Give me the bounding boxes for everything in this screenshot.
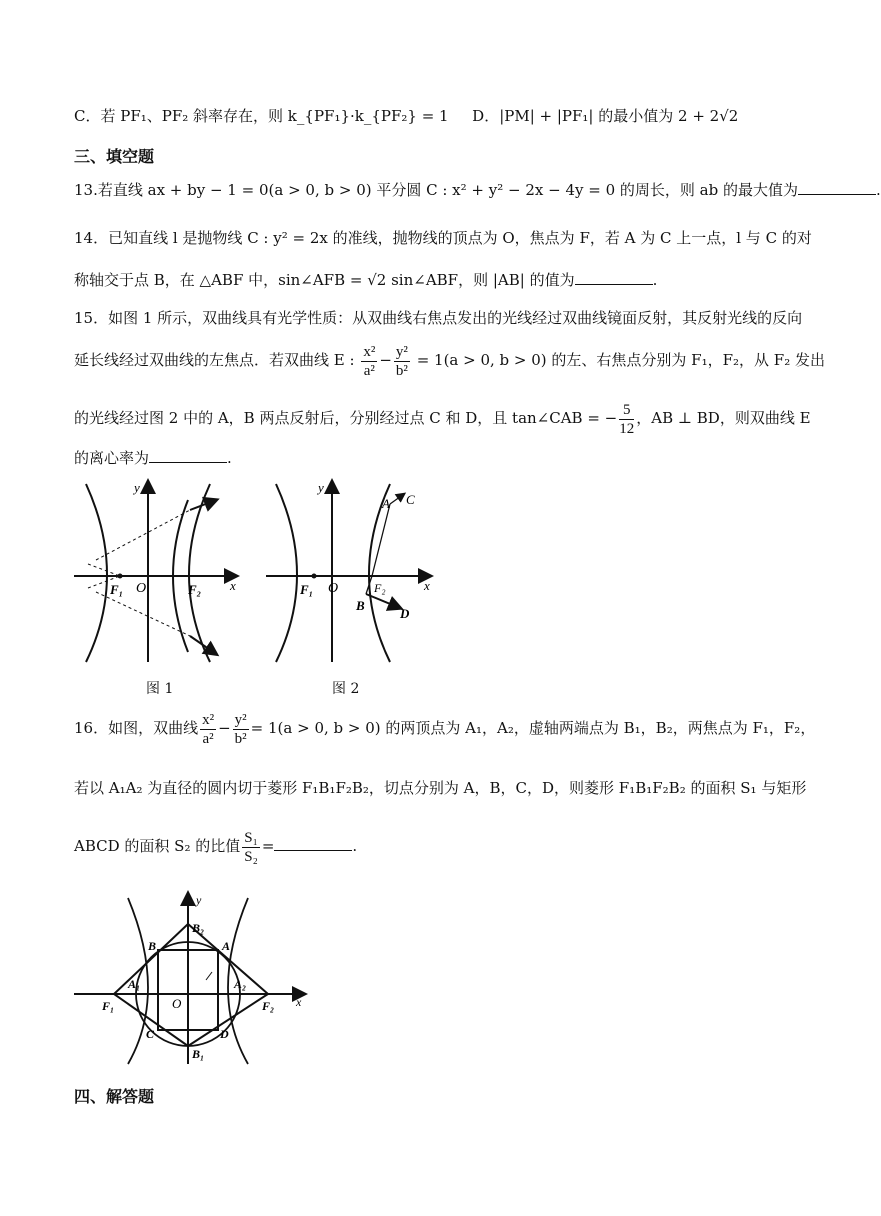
question-16-line-3a: ABCD 的面积 S₂ 的比值 [74,837,241,855]
svg-text:x: x [296,995,302,1009]
question-13: 13.若直线 ax + by − 1 = 0(a > 0, b > 0) 平分圆 C : x² + y² − 2x − 4y = 0 的周长，则 ab 的最大值为 . [74,181,881,199]
svg-text:A: A [382,496,390,511]
svg-text:C: C [406,492,415,507]
question-14-text: 称轴交于点 B，在 △ABF 中，sin∠AFB = √2 sin∠ABF，则 |AB| 的值为 [74,271,575,289]
svg-text:O: O [172,996,182,1011]
svg-text:D: D [220,1027,229,1041]
svg-text:F₂: F₂ [262,999,275,1013]
hyperbola-y-fraction: $\frac{\text{y²}}{\text{b²}}$ [395,343,408,379]
figure-2-caption: 图 2 [332,681,360,697]
question-15-line-4: 的离心率为 . [74,449,232,467]
question-15-line-4-text: 的离心率为 [74,449,150,467]
svg-text:y: y [196,893,202,907]
question-14-line-1: 14．已知直线 l 是抛物线 C : y² = 2x 的准线，抛物线的顶点为 O，焦点为 F，若 A 为 C 上一点，l 与 C 的对 [74,229,812,247]
tan-fraction: $\frac{5}{12}$ [619,401,635,437]
question-16-line-1b: = 1(a > 0, b > 0) 的两顶点为 A₁，A₂，虚轴两端点为 B₁，B₂，两焦点为 F₁，F₂， [250,719,816,737]
question-16-line-3: ABCD 的面积 S₂ 的比值 $\frac{\text{S₁}}{\text{S₂}}$ = . [74,829,358,865]
svg-text:A: A [222,939,231,953]
hyperbola-x-fraction: $\frac{\text{x²}}{\text{a²}}$ [363,343,376,379]
question-16-line-1: 16．如图，双曲线 $\frac{\text{x²}}{\text{a²}}$ − $\frac{\text{y²}}{\text{b²}}$ = 1(a > 0, b > 0) 的两顶点为 A₁，A₂，虚轴两端点为 B₁，B₂，两焦点为 F₁，F₂， [74,711,816,747]
question-14-line-2: 称轴交于点 B，在 △ABF 中，sin∠AFB = √2 sin∠ABF，则 |AB| 的值为 . [74,271,658,289]
question-16-equals: = [261,837,275,855]
svg-text:y: y [134,480,140,495]
svg-text:C: C [146,1027,155,1041]
figure-2 [262,476,442,666]
question-15-line-3b: ，AB ⊥ BD，则双曲线 E [636,409,811,427]
svg-text:B: B [356,598,365,613]
question-16-line-2: 若以 A₁A₂ 为直径的圆内切于菱形 F₁B₁F₂B₂，切点分别为 A，B，C，D，则菱形 F₁B₁F₂B₂ 的面积 S₁ 与矩形 [74,779,807,797]
figure-3 [72,888,308,1066]
answer-blank-15[interactable] [149,448,227,463]
option-c: C．若 PF₁、PF₂ 斜率存在，则 k_{PF₁}·k_{PF₂} = 1 [74,107,449,125]
svg-text:A₂: A₂ [234,977,247,991]
q16-x-fraction: $\frac{\text{x²}}{\text{a²}}$ [202,711,215,747]
question-16-line-1a: 16．如图，双曲线 [74,719,199,737]
svg-text:F₂: F₂ [188,582,202,597]
figure-1 [68,476,248,666]
answer-blank-16[interactable] [274,836,352,851]
question-15-line-2a: 延长线经过双曲线的左焦点．若双曲线 E : [74,351,355,369]
svg-text:F₁: F₁ [300,582,314,597]
answer-blank-14[interactable] [575,270,653,285]
svg-text:B₂: B₂ [192,921,205,935]
svg-text:y: y [318,480,324,495]
svg-text:x: x [424,578,430,593]
section-fill-in-heading: 三、填空题 [74,147,155,166]
svg-text:F₁: F₁ [102,999,115,1013]
svg-text:A₁: A₁ [128,977,141,991]
svg-text:D: D [400,606,410,621]
answer-blank-13[interactable] [798,180,876,195]
question-15-line-2: 延长线经过双曲线的左焦点．若双曲线 E : $\frac{\text{x²}}{\text{a²}}$ − $\frac{\text{y²}}{\text{b²}}$ = 1(a > 0, b > 0) 的左、右焦点分别为 F₁，F₂，从 F₂ 发出 [74,343,825,379]
svg-text:O: O [328,581,339,596]
question-15-line-1: 15．如图 1 所示，双曲线具有光学性质：从双曲线右焦点发出的光线经过双曲线镜面反射，其反射光线的反向 [74,309,803,327]
option-c-d [74,104,738,128]
question-15-line-3a: 的光线经过图 2 中的 A，B 两点反射后，分别经过点 C 和 D，且 tan∠CAB = − [74,409,618,427]
question-15-line-3 [74,398,811,438]
question-15-line-2b: = 1(a > 0, b > 0) 的左、右焦点分别为 F₁，F₂，从 F₂ 发出 [416,351,825,369]
figure-1-caption: 图 1 [146,681,174,697]
svg-text:O: O [136,581,147,596]
option-d: D．|PM| + |PF₁| 的最小值为 2 + 2√2 [472,107,739,125]
q16-y-fraction: $\frac{\text{y²}}{\text{b²}}$ [234,711,247,747]
svg-text:B: B [148,939,157,953]
question-13-text: 13.若直线 ax + by − 1 = 0(a > 0, b > 0) 平分圆 C : x² + y² − 2x − 4y = 0 的周长，则 ab 的最大值为 [74,181,798,199]
svg-text:B₁: B₁ [192,1047,205,1061]
area-ratio-fraction: $\frac{\text{S₁}}{\text{S₂}}$ [244,829,258,865]
section-solve-heading: 四、解答题 [74,1087,155,1106]
svg-text:x: x [230,578,236,593]
svg-text:F₁: F₁ [110,582,124,597]
svg-text:F₂: F₂ [374,581,386,595]
